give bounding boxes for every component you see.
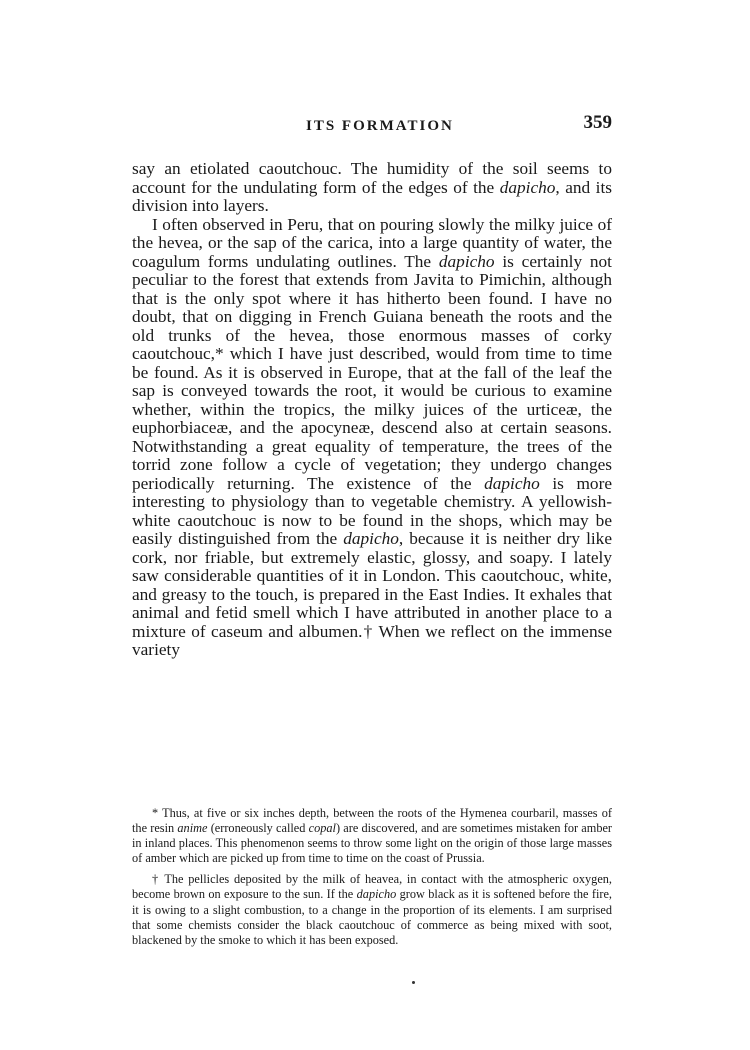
- footnote-2-part-a: † The pellicles deposited by the milk of heavea, in contact with the atmospheric oxygen, become brown on exposure to the sun. If the: [132, 872, 612, 902]
- footnote-1-part-b: (erroneously called: [210, 821, 306, 836]
- footnote-2: [132, 872, 612, 947]
- footnote-1-part-a: * Thus, at five or six inches depth, between the roots of the Hymenea courbaril, masses of the resin: [132, 806, 612, 836]
- footnote-2-italic: dapicho: [356, 887, 397, 902]
- footnote-1-italic-1: anime: [177, 821, 208, 836]
- paragraph-2: [132, 216, 612, 660]
- paragraph-1-text: say an etiolated caoutchouc. The humidity of the soil seems to account for the undulating form of the edges of the: [132, 159, 612, 197]
- page-header: [132, 112, 612, 142]
- running-head: ITS FORMATION: [306, 118, 454, 134]
- paragraph-2-italic-term-3: dapicho: [343, 529, 399, 548]
- footnote-1-part-c: ) are discovered, and are sometimes mistaken for amber in inland places. This phenomenon seems to throw some light on the origin of those large masses of amber which are picked up from time to time on the coast of Prussia.: [132, 821, 613, 866]
- footnote-1: [132, 806, 612, 866]
- paragraph-2-part-a: I often observed in Peru, that on pouring slowly the milky juice of the hevea, or the sap of the carica, into a large quantity of water, the coagulum forms undulating outlines. The: [132, 214, 612, 271]
- paragraph-1-italic-term: dapicho: [499, 177, 556, 197]
- paragraph-2-part-b: is certainly not peculiar to the forest that extends from Javita to Pimichin, although that is the only spot where it has hitherto been found. I have no doubt, that on digging in French Guiana beneath the roots and the old trunks of the hevea, those enormous masses of corky caoutchouc,* which I have just described, would from time to time be found. As it is observed in Europe, that at the fall of the leaf the sap is conveyed towards the root, it would be curious to examine whether, within the tropics, the milky juices of the urticeæ, the euphorbiaceæ, and the apocyneæ, descend also at certain seasons. Notwithstanding a great equality of temperature, the trees of the torrid zone follow a cycle of vegetation; they undergo changes periodically returning. The existence of the: [132, 251, 612, 493]
- paragraph-2-part-c: is more interesting to physiology than to vegetable chemistry. A yellowish-white caoutchouc is now to be found in the shops, which may be easily distinguished from the: [132, 473, 612, 548]
- footnote-1-italic-2: copal: [308, 821, 336, 836]
- paragraph-2-italic-term-2: dapicho: [484, 473, 540, 493]
- paragraph-1-end: , and its division into layers.: [132, 177, 612, 215]
- paragraph-2-italic-term-1: dapicho: [438, 251, 495, 271]
- paragraph-1: [132, 160, 612, 216]
- footnote-2-part-b: grow black as it is softened before the fire, it is owing to a slight combustion, to a change in the proportion of its elements. I am surprised that some chemists consider the black caoutchouc of commerce as being mixed with soot, blackened by the smoke to which it has been exposed.: [132, 887, 612, 947]
- body-text: [132, 160, 612, 660]
- page-speck: [412, 981, 415, 984]
- footnotes: [132, 806, 612, 948]
- paragraph-2-part-d: , because it is neither dry like cork, nor friable, but extremely elastic, glossy, and soapy. I lately saw considerable quantities of it in London. This caoutchouc, white, and greasy to the touch, is prepared in the East Indies. It exhales that animal and fetid smell which I have attributed in another place to a mixture of caseum and albumen.† When we reflect on the immense variety: [132, 529, 612, 659]
- page-number: 359: [583, 112, 612, 133]
